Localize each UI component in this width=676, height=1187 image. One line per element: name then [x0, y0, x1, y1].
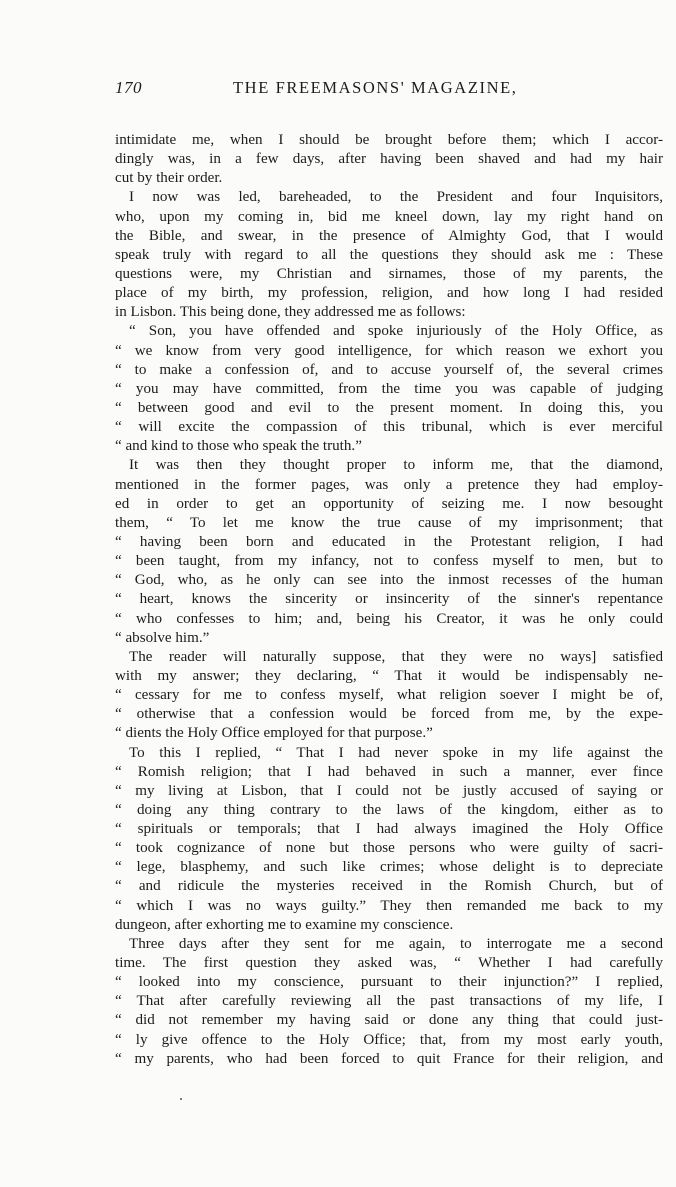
- page-speck: [180, 1098, 184, 1102]
- text-line: dingly was, in a few days, after having been shaved and had my hair: [115, 151, 663, 168]
- text-line: “ will excite the compassion of this tribunal, which is ever merciful: [115, 419, 663, 436]
- text-line: “ took cognizance of none but those persons who were guilty of sacri-: [115, 840, 663, 857]
- text-line: “ spirituals or temporals; that I had always imagined the Holy Office: [115, 821, 663, 838]
- text-line: The reader will naturally suppose, that they were no ways] satisfied: [129, 648, 663, 665]
- text-line: “ and kind to those who speak the truth.”: [115, 438, 362, 455]
- text-line: “ looked into my conscience, pursuant to their injunction?” I replied,: [115, 974, 663, 991]
- text-line: “ you may have committed, from the time you was capable of judging: [115, 380, 663, 397]
- text-line: “ who confesses to him; and, being his Creator, it was he only could: [115, 610, 663, 627]
- text-line: time. The first question they asked was, “ Whether I had carefully: [115, 955, 663, 972]
- text-line: “ dients the Holy Office employed for that purpose.”: [115, 725, 433, 742]
- text-line: “ That after carefully reviewing all the past transactions of my life, I: [115, 993, 663, 1010]
- running-head: [115, 78, 663, 104]
- text-line: “ Son, you have offended and spoke injuriously of the Holy Office, as: [129, 323, 663, 340]
- text-line: “ been taught, from my infancy, not to confess myself to men, but to: [115, 553, 663, 570]
- text-line: place of my birth, my profession, religion, and how long I had resided: [115, 285, 663, 302]
- text-line: “ and ridicule the mysteries received in the Romish Church, but of: [115, 878, 663, 895]
- text-line: in Lisbon. This being done, they addressed me as follows:: [115, 304, 466, 321]
- text-line: “ between good and evil to the present moment. In doing this, you: [115, 399, 663, 416]
- text-line: “ doing any thing contrary to the laws of the kingdom, either as to: [115, 801, 663, 818]
- text-line: “ absolve him.”: [115, 629, 210, 646]
- text-line: “ which I was no ways guilty.” They then remanded me back to my: [115, 897, 663, 914]
- text-line: questions were, my Christian and sirnames, those of my parents, the: [115, 265, 663, 282]
- body-text: [115, 131, 663, 1069]
- text-line: dungeon, after exhorting me to examine my conscience.: [115, 916, 454, 933]
- text-line: “ we know from very good intelligence, for which reason we exhort you: [115, 342, 663, 359]
- journal-title: THE FREEMASONS' MAGAZINE,: [233, 78, 518, 97]
- text-line: with my answer; they declaring, “ That it would be indispensably ne-: [115, 667, 663, 684]
- text-line: “ to make a confession of, and to accuse yourself of, the several crimes: [115, 361, 663, 378]
- text-line: I now was led, bareheaded, to the President and four Inquisitors,: [129, 189, 663, 206]
- text-line: intimidate me, when I should be brought before them; which I accor-: [115, 132, 663, 148]
- page-number: 170: [115, 78, 142, 97]
- text-line: “ God, who, as he only can see into the inmost recesses of the human: [115, 572, 663, 589]
- text-line: the Bible, and swear, in the presence of Almighty God, that I would: [115, 227, 663, 244]
- text-line: ed in order to get an opportunity of seizing me. I now besought: [115, 495, 663, 512]
- text-line: who, upon my coming in, bid me kneel down, lay my right hand on: [115, 208, 663, 225]
- text-line: “ did not remember my having said or done any thing that could just-: [115, 1012, 663, 1029]
- text-line: speak truly with regard to all the questions they should ask me : These: [115, 246, 663, 263]
- text-line: cut by their order.: [115, 170, 223, 187]
- text-line: “ cessary for me to confess myself, what religion soever I might be of,: [115, 687, 663, 704]
- text-line: them, “ To let me know the true cause of my imprisonment; that: [115, 514, 663, 531]
- text-line: “ lege, blasphemy, and such like crimes; whose delight is to depreciate: [115, 859, 663, 876]
- text-line: To this I replied, “ That I had never spoke in my life against the: [129, 744, 663, 761]
- text-line: It was then they thought proper to inform me, that the diamond,: [129, 457, 663, 474]
- text-line: “ my living at Lisbon, that I could not be justly accused of saying or: [115, 782, 663, 799]
- text-line: “ heart, knows the sincerity or insincerity of the sinner's repentance: [115, 591, 663, 608]
- text-line: “ Romish religion; that I had behaved in such a manner, ever fince: [115, 763, 663, 780]
- text-line: “ having been born and educated in the Protestant religion, I had: [115, 533, 663, 550]
- text-line: mentioned in the former pages, was only a pretence they had employ-: [115, 476, 663, 493]
- text-line: Three days after they sent for me again, to interrogate me a second: [129, 935, 663, 952]
- text-line: “ otherwise that a confession would be forced from me, by the expe-: [115, 706, 663, 723]
- text-line: “ my parents, who had been forced to quit France for their religion, and: [115, 1050, 663, 1067]
- ink-speck: [180, 1098, 182, 1100]
- text-line: “ ly give offence to the Holy Office; that, from my most early youth,: [115, 1031, 663, 1048]
